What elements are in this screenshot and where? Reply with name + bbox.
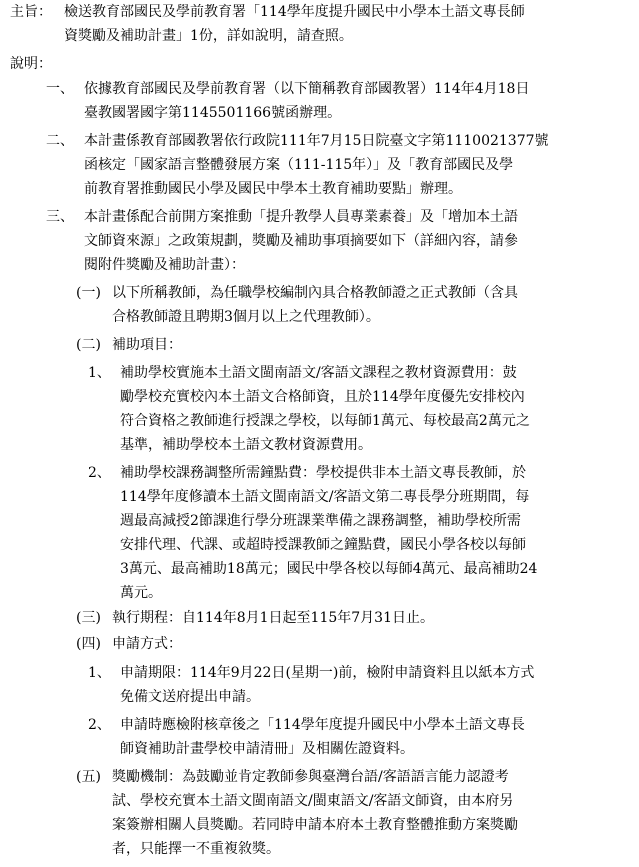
subsubitem-line <box>0 713 639 737</box>
subsubitem-text: 申請期限：114年9月22日(星期一)前，檢附申請資料且以紙本方式 <box>120 665 535 681</box>
item-text: 文師資來源」之政策規劃，獎勵及補助事項摘要如下（詳細內容，請參 <box>84 233 518 249</box>
subitem-marker: (五) <box>76 769 101 785</box>
subject-text: 資獎勵及補助計畫」1份，詳如說明，請查照。 <box>64 28 353 44</box>
item-text: 本計畫係教育部國教署依行政院111年7月15日院臺文字第1110021377號 <box>84 133 549 149</box>
subsubitem-line <box>0 361 639 385</box>
subsubitem-text: 基準，補助學校本土語文教材資源費用。 <box>120 437 372 453</box>
subitem-text: 者，只能擇一不重複敘獎。 <box>112 841 280 857</box>
item-2-line-2 <box>0 153 639 177</box>
subject-text: 檢送教育部國民及學前教育署「114學年度提升國民中小學本土語文專長師 <box>64 4 525 20</box>
subitem-marker: (四) <box>76 636 101 652</box>
item-1-line-2 <box>0 101 639 125</box>
subitem-text: 案簽辦相關人員獎勵。若同時申請本府本土教育整體推動方案獎勵 <box>112 817 518 833</box>
subitem-4-line-1 <box>0 632 639 656</box>
subitem-text: 申請方式： <box>112 636 182 652</box>
subitem-5-line-3 <box>0 813 639 837</box>
subsubitem-line <box>0 485 639 509</box>
item-1-line-1 <box>0 77 639 101</box>
explanation-label: 說明： <box>10 56 52 72</box>
subsubitem-line <box>0 433 639 457</box>
subsubitem-text: 補助學校課務調整所需鐘點費：學校提供非本土語文專長教師，於 <box>120 465 526 481</box>
subitem-5-line-2 <box>0 789 639 813</box>
subsubitem-marker: 1、 <box>88 665 111 681</box>
item-marker: 一、 <box>46 81 74 97</box>
item-text: 前教育署推動國民小學及國民中學本土教育補助要點」辦理。 <box>84 181 462 197</box>
subject-label: 主旨： <box>10 4 52 20</box>
subsubitem-line <box>0 409 639 433</box>
item-3-line-2 <box>0 229 639 253</box>
subitem-marker: (一) <box>76 285 101 301</box>
subsubitem-text: 符合資格之教師進行授課之學校，以每師1萬元、每校最高2萬元之 <box>120 413 530 429</box>
subsubitem-text: 114學年度修讀本土語文閩南語文/客語文第二專長學分班期間，每 <box>120 489 530 505</box>
item-marker: 三、 <box>46 209 74 225</box>
subitem-2-line-1 <box>0 333 639 357</box>
item-text: 本計畫係配合前開方案推動「提升教學人員專業素養」及「增加本土語 <box>84 209 518 225</box>
subitem-text: 合格教師證且聘期3個月以上之代理教師）。 <box>112 309 380 325</box>
item-text: 函核定「國家語言整體發展方案（111-115年）」及「教育部國民及學 <box>84 157 514 173</box>
subsubitem-line <box>0 581 639 605</box>
item-3-line-1 <box>0 205 639 229</box>
subsubitem-line <box>0 737 639 761</box>
item-text: 依據教育部國民及學前教育署（以下簡稱教育部國教署）114年4月18日 <box>84 81 530 97</box>
subitem-3-line-1 <box>0 606 639 630</box>
subsubitem-line <box>0 685 639 709</box>
subsubitem-line <box>0 533 639 557</box>
subitem-5-line-1 <box>0 765 639 789</box>
item-marker: 二、 <box>46 133 74 149</box>
explanation-header <box>0 52 639 76</box>
subitem-text: 執行期程：自114年8月1日起至115年7月31日止。 <box>112 610 434 626</box>
subsubitem-text: 週最高減授2節課進行學分班課業準備之課務調整，補助學校所需 <box>120 513 521 529</box>
subject-line-2 <box>0 24 639 48</box>
subsubitem-text: 安排代理、代課、或超時授課教師之鐘點費，國民小學各校以每師 <box>120 537 526 553</box>
subitem-5-line-4 <box>0 837 639 861</box>
subject-line-1 <box>0 0 639 24</box>
subsubitem-marker: 1、 <box>88 365 111 381</box>
subitem-text: 補助項目： <box>112 337 182 353</box>
subsubitem-line <box>0 461 639 485</box>
subitem-1-line-2 <box>0 305 639 329</box>
subitem-text: 試、學校充實本土語文閩南語文/閩東語文/客語文師資，由本府另 <box>112 793 514 809</box>
item-3-line-3 <box>0 253 639 277</box>
subsubitem-marker: 2、 <box>88 717 111 733</box>
item-2-line-1 <box>0 129 639 153</box>
subsubitem-line <box>0 509 639 533</box>
subsubitem-text: 師資補助計畫學校申請清冊」及相關佐證資料。 <box>120 741 414 757</box>
subsubitem-text: 申請時應檢附核章後之「114學年度提升國民中小學本土語文專長 <box>120 717 525 733</box>
subsubitem-line <box>0 661 639 685</box>
subsubitem-text: 補助學校實施本土語文閩南語文/客語文課程之教材資源費用：鼓 <box>120 365 517 381</box>
item-2-line-3 <box>0 177 639 201</box>
subsubitem-line <box>0 385 639 409</box>
subitem-text: 獎勵機制：為鼓勵並肯定教師參與臺灣台語/客語語言能力認證考 <box>112 769 509 785</box>
subsubitem-line <box>0 557 639 581</box>
subsubitem-marker: 2、 <box>88 465 111 481</box>
subsubitem-text: 3萬元、最高補助18萬元；國民中學各校以每師4萬元、最高補助24 <box>120 561 538 577</box>
item-text: 閱附件獎勵及補助計畫）： <box>84 257 245 273</box>
item-text: 臺教國署國字第1145501166號函辦理。 <box>84 105 342 121</box>
subsubitem-text: 勵學校充實校內本土語文合格師資，且於114學年度優先安排校內 <box>120 389 525 405</box>
subitem-marker: (二) <box>76 337 101 353</box>
subitem-marker: (三) <box>76 610 101 626</box>
subsubitem-text: 萬元。 <box>120 585 162 601</box>
subitem-text: 以下所稱教師，為任職學校編制內具合格教師證之正式教師（含具 <box>112 285 518 301</box>
subsubitem-text: 免備文送府提出申請。 <box>120 689 260 705</box>
subitem-1-line-1 <box>0 281 639 305</box>
